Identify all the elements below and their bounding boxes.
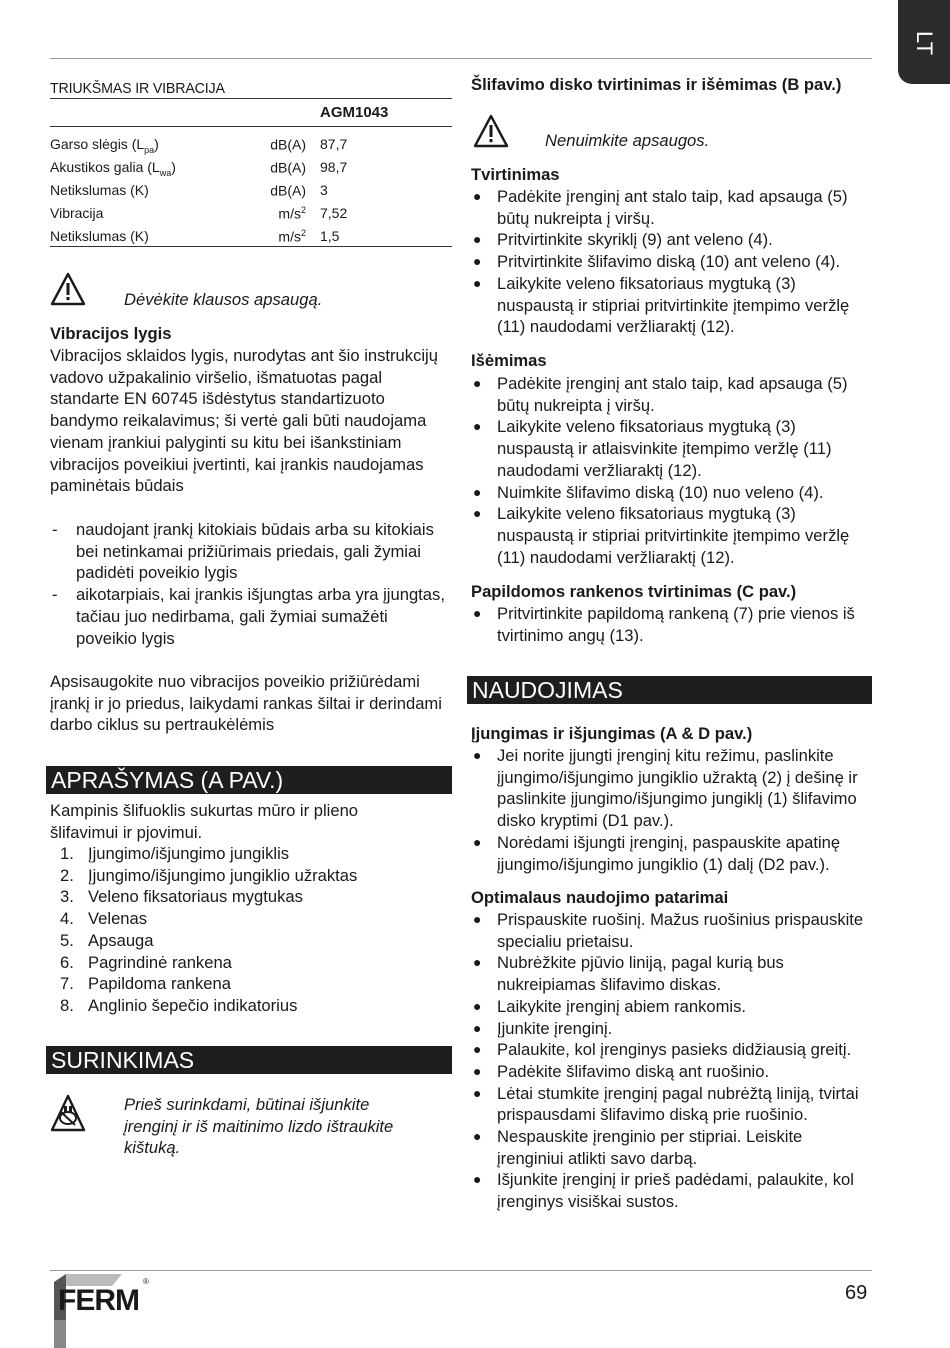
tips-list xyxy=(471,909,873,1213)
bullet-item: ● Nuimkite šlifavimo diską (10) nuo veleno (4). xyxy=(471,482,873,504)
vibration-dash-list xyxy=(50,519,452,649)
row-label: Netikslumas (K) xyxy=(50,182,149,198)
row-value: 3 xyxy=(320,182,328,198)
bullet-item: ● Pritvirtinkite šlifavimo diską (10) ant veleno (4). xyxy=(471,251,873,273)
dash-item: - naudojant įrankį kitokiais būdais arba su kitokiais bei netinkamai prižiūrimais priedais, gali žymiai padidėti poveikio lygis xyxy=(50,519,452,584)
warning-icon xyxy=(50,272,86,306)
item-number: 8. xyxy=(60,995,74,1015)
bullet-item: ● Padėkite įrenginį ant stalo taip, kad apsauga (5) būtų nukreipta į viršų. xyxy=(471,186,873,229)
vibration-protection-paragraph: Apsisaugokite nuo vibracijos poveikio prižiūrėdami įrankį ir jo priedus, laikydami rankas šiltai ir derindami darbo ciklus su pertraukėlėmis xyxy=(50,672,442,735)
row-unit: dB(A) xyxy=(270,182,306,199)
list-item xyxy=(50,952,452,974)
page-number: 69 xyxy=(845,1282,868,1304)
row-label: Garso slėgis $(L_{pa})$ xyxy=(50,136,159,155)
bullet-item: ● Pritvirtinkite skyriklį (9) ant veleno (4). xyxy=(471,229,873,251)
bullet-item: ● Pritvirtinkite papildomą rankeną (7) prie vienos iš tvirtinimo angų (13). xyxy=(471,603,873,646)
row-unit: $m/s^2$ xyxy=(278,228,306,245)
noise-table-row xyxy=(50,205,452,228)
tips-heading: Optimalaus naudojimo patarimai xyxy=(471,888,729,907)
item-number: 7. xyxy=(60,974,74,994)
mount-steps xyxy=(471,186,873,338)
switch-steps xyxy=(471,745,873,875)
table-rule-bottom xyxy=(50,246,452,247)
disc-mounting-heading: Šlifavimo disko tvirtinimas ir išėmimas (B pav.) xyxy=(471,75,842,94)
list-item xyxy=(50,930,452,952)
bullet-item: ● Padėkite šlifavimo diską ant ruošinio. xyxy=(471,1061,873,1083)
vibration-heading: Vibracijos lygis xyxy=(50,324,172,343)
language-tab xyxy=(898,0,950,84)
noise-table-title: TRIUKŠMAS IR VIBRACIJA xyxy=(50,80,225,97)
item-text: Anglinio šepečio indikatorius xyxy=(88,995,298,1015)
item-text: Papildoma rankena xyxy=(88,974,231,994)
warning-icon xyxy=(473,114,509,148)
item-text: Apsauga xyxy=(88,930,154,950)
row-unit: $m/s^2$ xyxy=(278,205,306,222)
row-value: 87,7 xyxy=(320,136,348,152)
row-unit: dB(A) xyxy=(270,136,306,153)
bullet-item: ● Norėdami išjungti įrenginį, paspauskite apatinę įjungimo/išjungimo jungiklio (1) dalį (D2 pav.). xyxy=(471,832,873,875)
dash-item: - aikotarpiais, kai įrankis išjungtas arba yra įjungtas, tačiau juo nedirbama, gali žymiai sumažėti poveikio lygis xyxy=(50,584,452,649)
bottom-divider xyxy=(50,1270,872,1271)
bullet-item: ● Lėtai stumkite įrenginį pagal nubrėžtą liniją, tvirtai prispausdami šlifavimo diską prie ruošinio. xyxy=(471,1083,873,1126)
row-unit: dB(A) xyxy=(270,159,306,176)
table-rule-top xyxy=(50,98,452,99)
usage-section-title: NAUDOJIMAS xyxy=(467,676,872,704)
item-number: 5. xyxy=(60,930,74,950)
noise-table-row xyxy=(50,228,452,251)
parts-list xyxy=(50,843,452,1017)
description-section-title: APRAŠYMAS (A PAV.) xyxy=(46,766,452,794)
unplug-warning-icon xyxy=(50,1094,86,1134)
bullet-item: ● Palaukite, kol įrenginys pasieks didžiausią greitį. xyxy=(471,1039,873,1061)
table-rule-header xyxy=(50,126,452,127)
item-text: Velenas xyxy=(88,909,148,929)
bullet-item: ● Laikykite įrenginį abiem rankomis. xyxy=(471,996,873,1018)
item-text: Įjungimo/išjungimo jungiklio užraktas xyxy=(88,865,358,885)
language-code: LT xyxy=(912,30,937,56)
handle-steps xyxy=(471,603,873,646)
switch-heading: Įjungimas ir išjungimas (A & D pav.) xyxy=(471,724,753,743)
row-label: Akustikos galia $(L_{wa})$ xyxy=(50,159,176,178)
noise-table-row xyxy=(50,182,452,205)
assembly-section-title: SURINKIMAS xyxy=(46,1046,452,1074)
list-item xyxy=(50,865,452,887)
svg-text:®: ® xyxy=(143,1277,149,1286)
noise-table-row xyxy=(50,136,452,159)
bullet-item: ● Laikykite veleno fiksatoriaus mygtuką (3) nuspaustą ir atlaisvinkite įtempimo veržlę (11) naudodami veržliaraktį (12). xyxy=(471,416,873,481)
item-number: 3. xyxy=(60,887,74,907)
item-number: 1. xyxy=(60,844,74,863)
mount-heading: Tvirtinimas xyxy=(471,165,560,184)
bullet-item: ● Padėkite įrenginį ant stalo taip, kad apsauga (5) būtų nukreipta į viršų. xyxy=(471,373,873,416)
bullet-item: ● Nubrėžkite pjūvio liniją, pagal kurią bus nukreipiamas šlifavimo diskas. xyxy=(471,952,873,995)
row-label: Vibracija xyxy=(50,205,104,221)
ferm-logo-text: FERM xyxy=(58,1284,139,1317)
guard-note: Nenuimkite apsaugos. xyxy=(545,131,710,150)
item-number: 4. xyxy=(60,909,74,929)
remove-steps xyxy=(471,373,873,568)
item-text: Veleno fiksatoriaus mygtukas xyxy=(88,887,303,907)
ferm-logo xyxy=(52,1272,152,1348)
noise-table-row xyxy=(50,159,452,182)
bullet-item: ● Įjunkite įrenginį. xyxy=(471,1018,873,1040)
vibration-paragraph: Vibracijos sklaidos lygis, nurodytas ant šio instrukcijų vadovo užpakalinio viršelio, išmatuotas pagal standarte EN 60745 išdėstytus standartizuoto bandymo reikalavimus; ši vertė gali būti naudojama vienam įrankiui palyginti su kitu bei išankstiniam vibracijos poveikiui įvertinti, kai įrankis naudojamas paminėtais būdais xyxy=(50,346,438,496)
description-intro: Kampinis šlifuoklis sukurtas mūro ir plieno šlifavimui ir pjovimui. xyxy=(50,801,359,842)
item-text: Įjungimo/išjungimo jungiklis xyxy=(88,844,290,863)
list-item xyxy=(50,995,452,1017)
row-label: Netikslumas (K) xyxy=(50,228,149,244)
item-text: Pagrindinė rankena xyxy=(88,952,232,972)
row-value: 7,52 xyxy=(320,205,348,221)
item-number: 6. xyxy=(60,952,74,972)
ear-protection-note: Dėvėkite klausos apsaugą. xyxy=(124,290,323,309)
remove-heading: Išėmimas xyxy=(471,351,547,370)
item-number: 2. xyxy=(60,865,74,885)
assembly-warning-note: Prieš surinkdami, būtinai išjunkite įrenginį ir iš maitinimo lizdo ištraukite kištuką. xyxy=(124,1095,394,1158)
bullet-item: ● Laikykite veleno fiksatoriaus mygtuką (3) nuspaustą ir stipriai pritvirtinkite įtempimo veržlę (11) naudodami veržliaraktį (12). xyxy=(471,503,873,568)
bullet-item: ● Jei norite įjungti įrenginį kitu režimu, paslinkite įjungimo/išjungimo jungiklio užraktą (2) į dešinę ir paslinkite įjungimo/išjungimo jungiklį (1) šlifavimo disko kryptimi (D1 pav.). xyxy=(471,745,873,832)
bullet-item: ● Išjunkite įrenginį ir prieš padėdami, palaukite, kol įrenginys visiškai sustos. xyxy=(471,1169,873,1212)
bullet-item: ● Prispauskite ruošinį. Mažus ruošinius prispauskite specialiu prietaisu. xyxy=(471,909,873,952)
row-value: 98,7 xyxy=(320,159,348,175)
list-item xyxy=(50,843,452,865)
row-value: 1,5 xyxy=(320,228,340,244)
model-header: AGM1043 xyxy=(320,104,389,121)
list-item xyxy=(50,886,452,908)
bullet-item: ● Laikykite veleno fiksatoriaus mygtuką (3) nuspaustą ir stipriai pritvirtinkite įtempimo veržlę (11) naudodami veržliaraktį (12). xyxy=(471,273,873,338)
list-item xyxy=(50,973,452,995)
bullet-item: ● Nespauskite įrenginio per stipriai. Leiskite įrenginiui atlikti savo darbą. xyxy=(471,1126,873,1169)
list-item xyxy=(50,908,452,930)
handle-heading: Papildomos rankenos tvirtinimas (C pav.) xyxy=(471,582,797,601)
top-divider xyxy=(50,58,872,59)
